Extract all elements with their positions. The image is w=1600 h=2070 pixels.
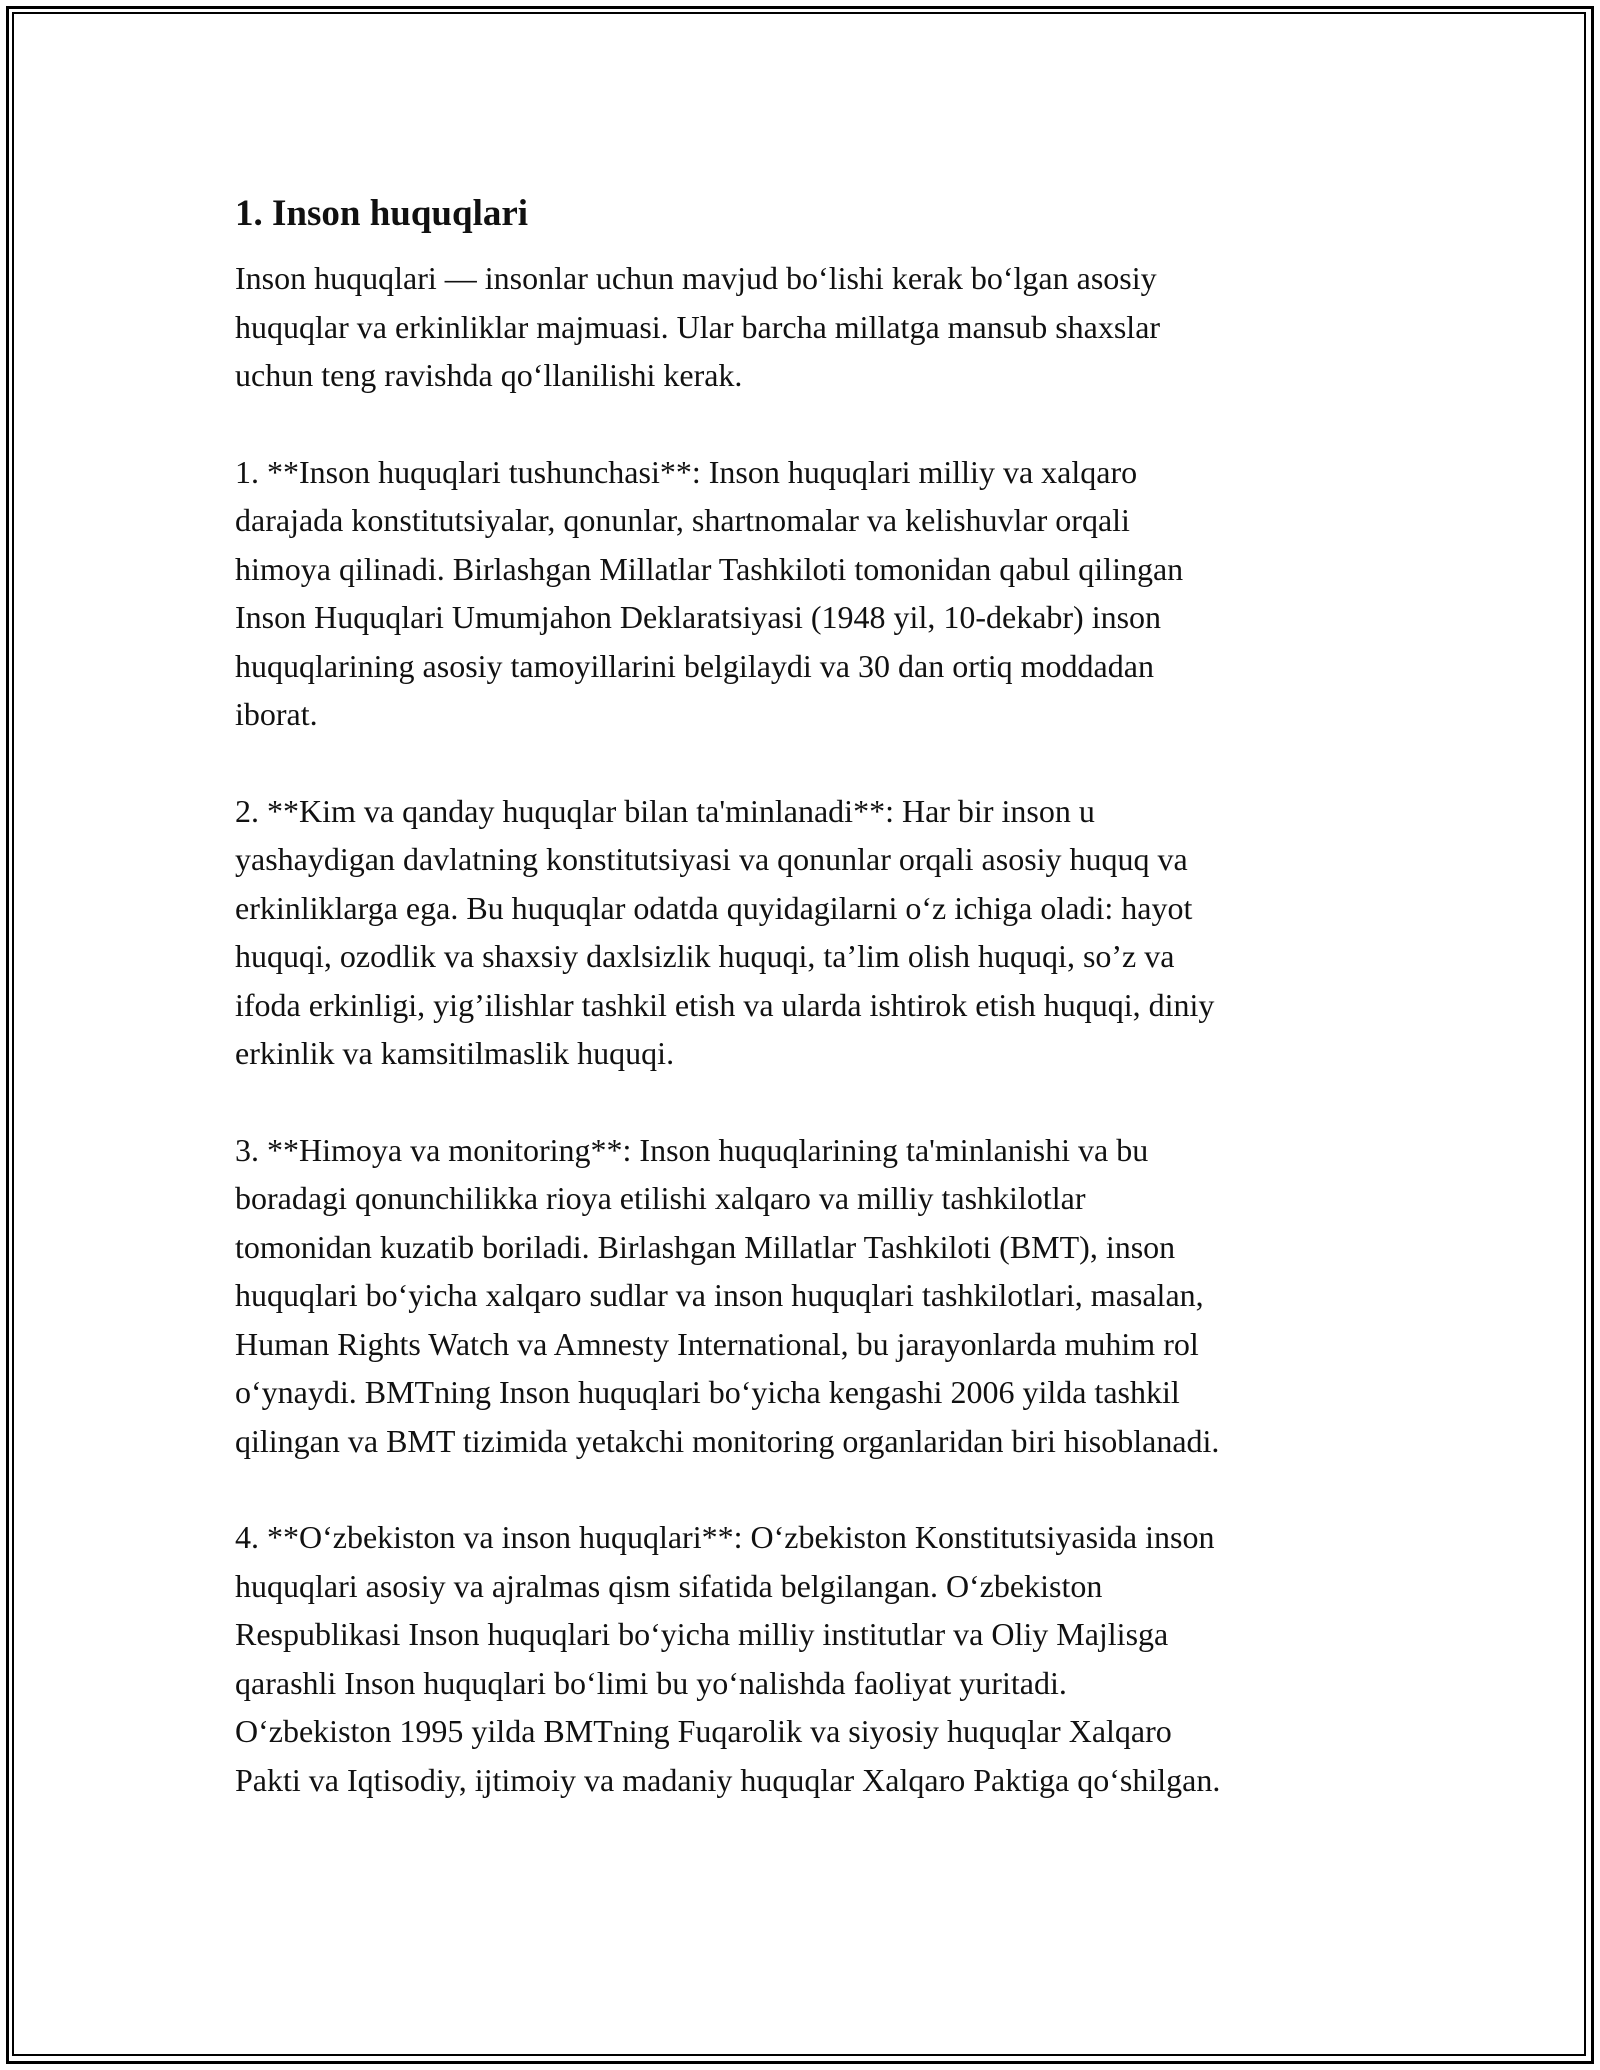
text-line: yashaydigan davlatning konstitutsiyasi va qonunlar orqali asosiy huquq va [235, 841, 1188, 877]
text-line: 1. **Inson huquqlari tushunchasi**: Inson huquqlari milliy va xalqaro [235, 453, 1138, 490]
text-line: erkinliklarga ega. Bu huquqlar odatda quyidagilarni o‘z ichiga oladi: hayot [235, 889, 1193, 926]
text-line: tomonidan kuzatib boriladi. Birlashgan Millatlar Tashkiloti (BMT), inson [235, 1228, 1176, 1265]
text-line: 2. **Kim va qanday huquqlar bilan ta'minlanadi**: Har bir inson u [235, 792, 1095, 829]
text-line: Human Rights Watch va Amnesty International, bu jarayonlarda muhim rol [235, 1325, 1199, 1362]
text-line: Inson Huquqlari Umumjahon Deklaratsiyasi (1948 yil, 10-dekabr) inson [235, 599, 1162, 635]
text-line: O‘zbekiston 1995 yilda BMTning Fuqarolik va siyosiy huquqlar Xalqaro [235, 1713, 1172, 1749]
paragraph-rights [235, 787, 1385, 1078]
text-line: iborat. [235, 696, 318, 732]
text-line: 4. **O‘zbekiston va inson huquqlari**: O‘zbekiston Konstitutsiyasida inson [235, 1519, 1215, 1555]
text-line: Respublikasi Inson huquqlari bo‘yicha milliy institutlar va Oliy Majlisga [235, 1616, 1169, 1652]
text-line: o‘ynaydi. BMTning Inson huquqlari bo‘yicha kengashi 2006 yilda tashkil [235, 1374, 1180, 1410]
paragraph-monitoring [235, 1126, 1385, 1466]
paragraph-concept [235, 448, 1385, 739]
paragraph-intro [235, 254, 1385, 400]
text-line: huquqlar va erkinliklar majmuasi. Ular barcha millatga mansub shaxslar [235, 308, 1161, 345]
text-line: erkinlik va kamsitilmaslik huquqi. [235, 1035, 675, 1071]
text-line: huquqlarining asosiy tamoyillarini belgilaydi va 30 dan ortiq moddadan [235, 647, 1154, 684]
text-line: Pakti va Iqtisodiy, ijtimoiy va madaniy huquqlar Xalqaro Paktiga qo‘shilgan. [235, 1761, 1221, 1798]
document-title: 1. Inson huquqlari [235, 193, 529, 234]
text-line: huquqlari asosiy va ajralmas qism sifatida belgilangan. O‘zbekiston [235, 1567, 1103, 1604]
text-line: uchun teng ravishda qo‘llanilishi kerak. [235, 357, 743, 393]
text-line: huquqlari bo‘yicha xalqaro sudlar va inson huquqlari tashkilotlari, masalan, [235, 1277, 1204, 1313]
text-line: qilingan va BMT tizimida yetakchi monitoring organlaridan biri hisoblanadi. [235, 1422, 1220, 1459]
text-line: boradagi qonunchilikka rioya etilishi xalqaro va milliy tashkilotlar [235, 1180, 1086, 1216]
text-line: 3. **Himoya va monitoring**: Inson huquqlarining ta'minlanishi va bu [235, 1131, 1149, 1168]
text-line: huquqi, ozodlik va shaxsiy daxlsizlik huquqi, ta’lim olish huquqi, so’z va [235, 938, 1175, 974]
text-line: darajada konstitutsiyalar, qonunlar, shartnomalar va kelishuvlar orqali [235, 502, 1130, 538]
text-line: Inson huquqlari — insonlar uchun mavjud bo‘lishi kerak bo‘lgan asosiy [235, 260, 1157, 296]
document-body [235, 186, 1385, 1852]
text-line: ifoda erkinligi, yig’ilishlar tashkil etish va ularda ishtirok etish huquqi, diniy [235, 986, 1215, 1023]
text-line: qarashli Inson huquqlari bo‘limi bu yo‘nalishda faoliyat yuritadi. [235, 1664, 1067, 1701]
paragraph-uzbekistan [235, 1513, 1385, 1804]
text-line: himoya qilinadi. Birlashgan Millatlar Tashkiloti tomonidan qabul qilingan [235, 550, 1184, 587]
